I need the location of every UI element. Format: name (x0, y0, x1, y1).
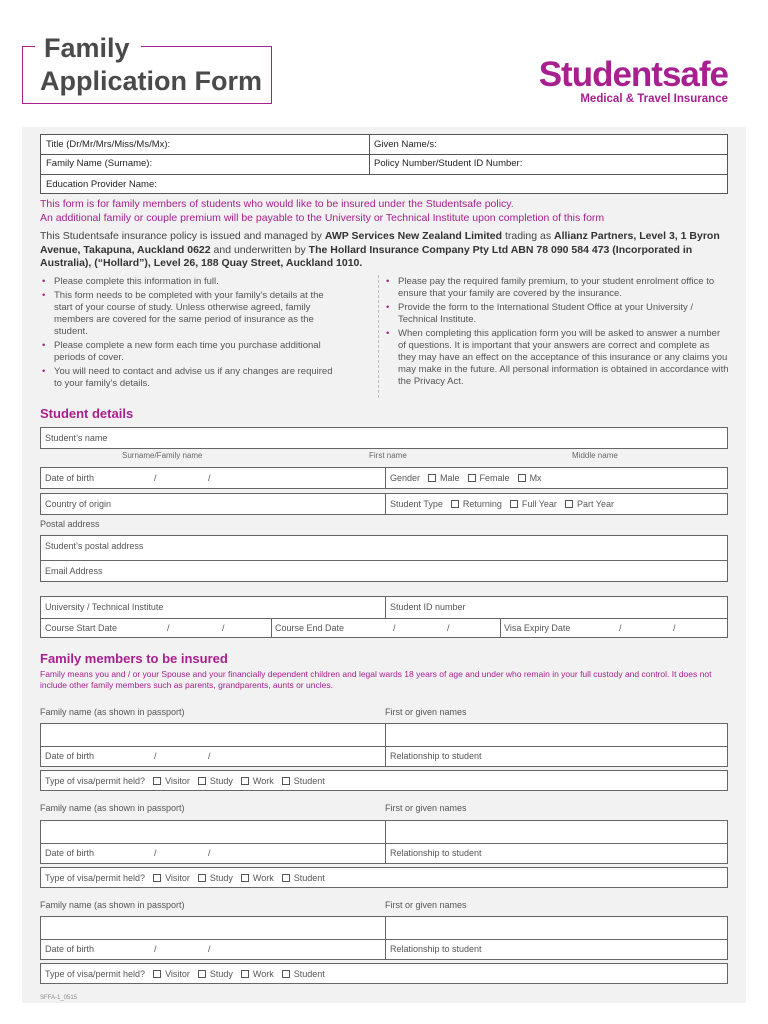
relationship-field[interactable]: Relationship to student (390, 848, 482, 858)
family-member-2: Date of birth / / Relationship to student (40, 820, 728, 864)
visa-type-group: Type of visa/permit held? Visitor Study Work Student (45, 776, 325, 786)
title-field[interactable]: Title (Dr/Mr/Mrs/Miss/Ms/Mx): (46, 139, 171, 150)
family-members-heading: Family members to be insured (40, 651, 228, 666)
course-end-field[interactable]: Course End Date (275, 623, 345, 633)
form-title-box (22, 33, 272, 104)
column-divider (378, 275, 379, 398)
dob-field[interactable]: Date of birth (45, 473, 95, 483)
form-title-line2: Application Form (40, 66, 262, 96)
first-names-label: First or given names (385, 707, 467, 717)
visitor-checkbox[interactable] (153, 970, 161, 978)
policy-number-field[interactable]: Policy Number/Student ID Number: (374, 158, 523, 169)
brand-name: Studentsafe (538, 55, 728, 94)
postal-email-box (40, 535, 728, 582)
middle-name-caption: Middle name (572, 451, 618, 460)
female-checkbox[interactable] (468, 474, 476, 482)
work-checkbox[interactable] (241, 970, 249, 978)
family-member-1: Date of birth / / Relationship to student (40, 723, 728, 767)
first-name-caption: First name (369, 451, 407, 460)
country-of-origin-field[interactable]: Country of origin (45, 499, 112, 509)
visa-type-row (40, 867, 728, 888)
list-item: • Please complete this information in full. (40, 276, 340, 288)
applicant-table (40, 134, 728, 194)
work-checkbox[interactable] (241, 874, 249, 882)
family-name-label: Family name (as shown in passport) (40, 803, 185, 813)
full-year-checkbox[interactable] (510, 500, 518, 508)
first-names-label: First or given names (385, 900, 467, 910)
list-item: • Provide the form to the International Student Office at your University / Technical Institute. (384, 302, 729, 326)
student-checkbox[interactable] (282, 970, 290, 978)
work-checkbox[interactable] (241, 777, 249, 785)
postal-address-field[interactable]: Student’s postal address (45, 541, 144, 551)
student-id-field[interactable]: Student ID number (390, 602, 466, 612)
study-checkbox[interactable] (198, 970, 206, 978)
family-member-3: Date of birth / / Relationship to student (40, 916, 728, 960)
visa-type-group: Type of visa/permit held? Visitor Study Work Student (45, 873, 325, 883)
relationship-field[interactable]: Relationship to student (390, 944, 482, 954)
intro-text (40, 197, 730, 225)
form-code: SFFA-1_0515 (40, 995, 78, 1001)
list-item: • When completing this application form you will be asked to answer a number of questions. It is important that your answers are correct and complete as they may have an effect on the acceptance of this insurance or any claims you may make in the future. All personal information is obtained in accordance with the Privacy Act. (384, 328, 729, 388)
family-name-label: Family name (as shown in passport) (40, 707, 185, 717)
country-type-row (40, 493, 728, 515)
family-name-label: Family name (as shown in passport) (40, 900, 185, 910)
student-checkbox[interactable] (282, 777, 290, 785)
studentsafe-logo (538, 55, 728, 105)
students-name-field[interactable]: Student’s name (40, 427, 728, 449)
visa-type-group: Type of visa/permit held? Visitor Study Work Student (45, 969, 325, 979)
student-checkbox[interactable] (282, 874, 290, 882)
intro-line1: This form is for family members of students who would like to be insured under the Studentsafe policy. (40, 198, 514, 210)
dob-field[interactable]: Date of birth (45, 751, 95, 761)
university-field[interactable]: University / Technical Institute (45, 602, 164, 612)
form-title-line1: Family (40, 33, 134, 64)
relationship-field[interactable]: Relationship to student (390, 751, 482, 761)
visa-expiry-field[interactable]: Visa Expiry Date (504, 623, 571, 633)
visitor-checkbox[interactable] (153, 777, 161, 785)
male-checkbox[interactable] (428, 474, 436, 482)
given-name-field[interactable]: Given Name/s: (374, 139, 437, 150)
mx-checkbox[interactable] (518, 474, 526, 482)
returning-checkbox[interactable] (451, 500, 459, 508)
list-item: • Please complete a new form each time you purchase additional periods of cover. (40, 340, 340, 364)
part-year-checkbox[interactable] (565, 500, 573, 508)
list-item: • This form needs to be completed with your family’s details at the start of your course of study. Unless otherwise agreed, family members are covered for the same period of insurance as the student. (40, 290, 340, 338)
visa-type-row (40, 770, 728, 791)
visa-type-row (40, 963, 728, 984)
dob-field[interactable]: Date of birth (45, 944, 95, 954)
university-course-box: University / Technical Institute Student ID number Course Start Date / / Course End Date / / Visa Expiry Date / / (40, 596, 728, 638)
policy-statement: This Studentsafe insurance policy is issued and managed by AWP Services New Zealand Limited trading as Allianz Partners, Level 3, 1 Byron Avenue, Takapuna, Auckland 0622 and underwritten by The Hollard Insurance Company Pty Ltd ABN 78 090 584 473 (Incorporated in Australia), (“Hollard”), Level 26, 188 Quay Street, Auckland 1010. (40, 230, 720, 269)
visitor-checkbox[interactable] (153, 874, 161, 882)
dob-gender-row: Date of birth / / Gender Male Female Mx (40, 467, 728, 489)
student-type-group: Student Type Returning Full Year Part Year (390, 499, 614, 509)
intro-line2: An additional family or couple premium will be payable to the University or Technical Institute upon completion of this form (40, 212, 605, 224)
instructions-right (384, 276, 729, 390)
postal-address-label: Postal address (40, 519, 100, 529)
first-names-label: First or given names (385, 803, 467, 813)
list-item: • You will need to contact and advise us if any changes are required to your family’s details. (40, 366, 340, 390)
dob-field[interactable]: Date of birth (45, 848, 95, 858)
family-name-field[interactable]: Family Name (Surname): (46, 158, 153, 169)
list-item: • Please pay the required family premium, to your student enrolment office to ensure that your family are covered by the insurance. (384, 276, 729, 300)
email-field[interactable]: Email Address (45, 566, 103, 576)
surname-caption: Surname/Family name (122, 451, 203, 460)
study-checkbox[interactable] (198, 777, 206, 785)
brand-tagline: Medical & Travel Insurance (580, 93, 728, 105)
instructions-left (40, 276, 340, 392)
course-start-field[interactable]: Course Start Date (45, 623, 118, 633)
gender-group: Gender Male Female Mx (390, 473, 542, 483)
education-provider-field[interactable]: Education Provider Name: (46, 179, 157, 190)
family-definition-note: Family means you and / or your Spouse and your financially dependent children and legal wards 18 years of age and under who remain in your full custody and control. It does not include other family members such as parents, grandparents, aunts or uncles. (40, 669, 712, 690)
student-details-heading: Student details (40, 406, 134, 421)
study-checkbox[interactable] (198, 874, 206, 882)
